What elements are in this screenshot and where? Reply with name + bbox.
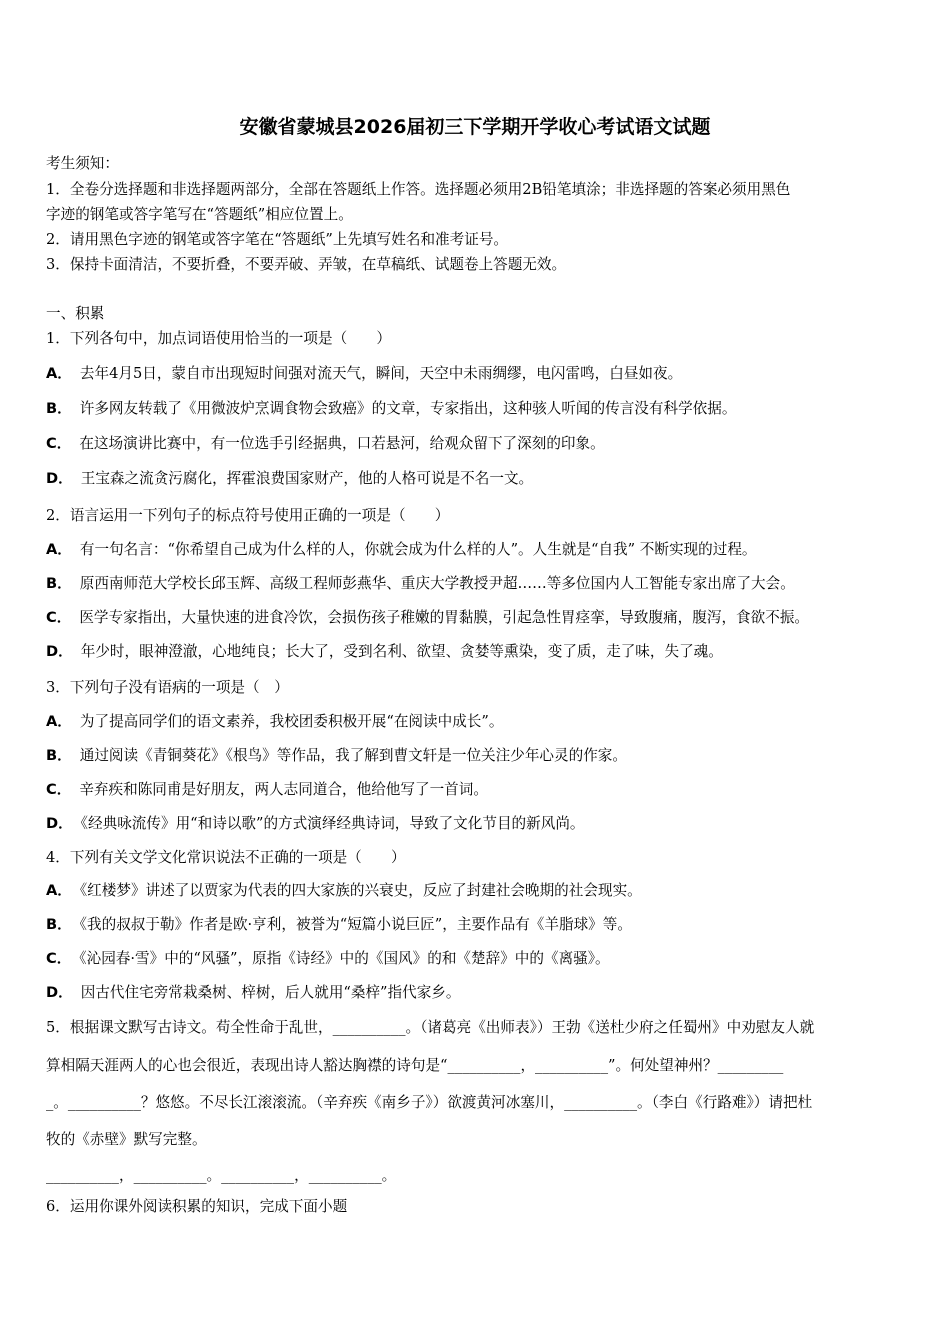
option-label: B． [46, 916, 72, 933]
option-text: 有一句名言：“你希望自己成为什么样的人，你就会成为什么样的人”。人生就是“自我” 不断实现的过程。 [79, 541, 757, 558]
option-d [46, 981, 908, 1002]
option-text: 通过阅读《青铜葵花》《根鸟》等作品，我了解到曹文轩是一位关注少年心灵的作家。 [79, 747, 627, 764]
option-b [46, 572, 908, 593]
option-text: 原西南师范大学校长邱玉辉、高级工程师彭燕华、重庆大学教授尹超……等多位国内人工智能专家出席了大会。 [79, 575, 795, 592]
option-b [46, 913, 908, 934]
section-heading: 一、积累 [46, 305, 105, 322]
notice-line: 2．请用黑色字迹的钢笔或答字笔在“答题纸”上先填写姓名和准考证号。 [46, 231, 509, 248]
option-label: A． [46, 882, 72, 899]
option-label: D． [46, 470, 73, 487]
option-a [46, 362, 908, 383]
option-text: 因古代住宅旁常栽桑树、梓树，后人就用“桑梓”指代家乡。 [80, 984, 461, 1001]
option-c [46, 432, 908, 453]
option-label: A． [46, 365, 72, 382]
option-text: 去年4月5日，蒙自市出现短时间强对流天气，瞬间，天空中未雨绸缪，电闪雷鸣，白昼如夜。 [79, 365, 683, 382]
option-text: 医学专家指出，大量快速的进食冷饮，会损伤孩子稚嫩的胃黏膜，引起急性胃痉挛，导致腹痛，腹泻，食欲不振。 [79, 609, 810, 626]
option-label: D． [46, 815, 73, 832]
question-stem: 3．下列句子没有语病的一项是（ ） [46, 679, 289, 696]
question-stem: 6．运用你课外阅读积累的知识，完成下面小题 [46, 1198, 348, 1215]
page-title: 安徽省蒙城县2026届初三下学期开学收心考试语文试题 [239, 116, 711, 138]
option-c [46, 778, 908, 799]
option-label: A． [46, 713, 72, 730]
option-c [46, 606, 908, 627]
option-label: C． [46, 950, 72, 967]
option-text: 《我的叔叔于勒》作者是欧·亨利，被誉为“短篇小说巨匠”，主要作品有《羊脂球》等。 [79, 916, 632, 933]
option-text: 《经典咏流传》用“和诗以歌”的方式演绎经典诗词，导致了文化节目的新风尚。 [80, 815, 585, 832]
option-text: 辛弃疾和陈同甫是好朋友，两人志同道合，他给他写了一首词。 [79, 781, 488, 798]
q5-line: 5．根据课文默写古诗文。苟全性命于乱世，__________。（诸葛亮《出师表》）王勃《送杜少府之任蜀州》中劝慰友人就 [46, 1019, 815, 1036]
q5-line: _。__________？悠悠。不尽长江滚滚流。（辛弃疾《南乡子》）欲渡黄河冰塞川，__________。（李白《行路难》）请把杜 [46, 1094, 813, 1111]
option-label: A． [46, 541, 72, 558]
option-a [46, 710, 908, 731]
option-label: B． [46, 747, 72, 764]
option-text: 王宝森之流贪污腐化，挥霍浪费国家财产，他的人格可说是不名一文。 [80, 470, 534, 487]
notice-line: 字迹的钢笔或答字笔写在“答题纸”相应位置上。 [46, 206, 353, 223]
question-stem: 2．语言运用一下列句子的标点符号使用正确的一项是（ ） [46, 507, 450, 524]
option-text: 为了提高同学们的语文素养，我校团委积极开展“在阅读中成长”。 [79, 713, 504, 730]
option-b [46, 397, 908, 418]
option-text: 《沁园春·雪》中的“风骚”，原指《诗经》中的《国风》的和《楚辞》中的《离骚》。 [79, 950, 610, 967]
option-label: D． [46, 984, 73, 1001]
option-a [46, 538, 908, 559]
option-text: 《红楼梦》讲述了以贾家为代表的四大家族的兴衰史，反应了封建社会晚期的社会现实。 [79, 882, 642, 899]
option-label: C． [46, 435, 72, 452]
option-c [46, 947, 908, 968]
option-d [46, 640, 908, 661]
option-a [46, 879, 908, 900]
q5-answer-line: __________，__________。__________，__________。 [46, 1167, 397, 1184]
option-text: 许多网友转载了《用微波炉烹调食物会致癌》的文章，专家指出，这种骇人听闻的传言没有科学依据。 [79, 400, 737, 417]
option-d [46, 812, 908, 833]
question-stem: 4．下列有关文学文化常识说法不正确的一项是（ ） [46, 849, 406, 866]
q5-line: 牧的《赤壁》默写完整。 [46, 1131, 207, 1148]
option-label: C． [46, 781, 72, 798]
option-b [46, 744, 908, 765]
notice-heading: 考生须知： [46, 155, 119, 172]
option-d [46, 467, 908, 488]
option-label: D． [46, 643, 73, 660]
notice-line: 3．保持卡面清洁，不要折叠，不要弄破、弄皱，在草稿纸、试题卷上答题无效。 [46, 256, 567, 273]
question-stem: 1．下列各句中，加点词语使用恰当的一项是（ ） [46, 330, 391, 347]
option-label: B． [46, 400, 72, 417]
q5-line: 算相隔天涯两人的心也会很近，表现出诗人豁达胸襟的诗句是“__________，__________”。何处望神州？_________ [46, 1057, 784, 1074]
option-label: B． [46, 575, 72, 592]
option-text: 年少时，眼神澄澈，心地纯良；长大了，受到名利、欲望、贪婪等熏染，变了质，走了味，失了魂。 [80, 643, 723, 660]
option-label: C． [46, 609, 72, 626]
option-text: 在这场演讲比赛中，有一位选手引经据典，口若悬河，给观众留下了深刻的印象。 [79, 435, 605, 452]
notice-line: 1．全卷分选择题和非选择题两部分，全部在答题纸上作答。选择题必须用2B铅笔填涂；非选择题的答案必须用黑色 [46, 181, 791, 198]
